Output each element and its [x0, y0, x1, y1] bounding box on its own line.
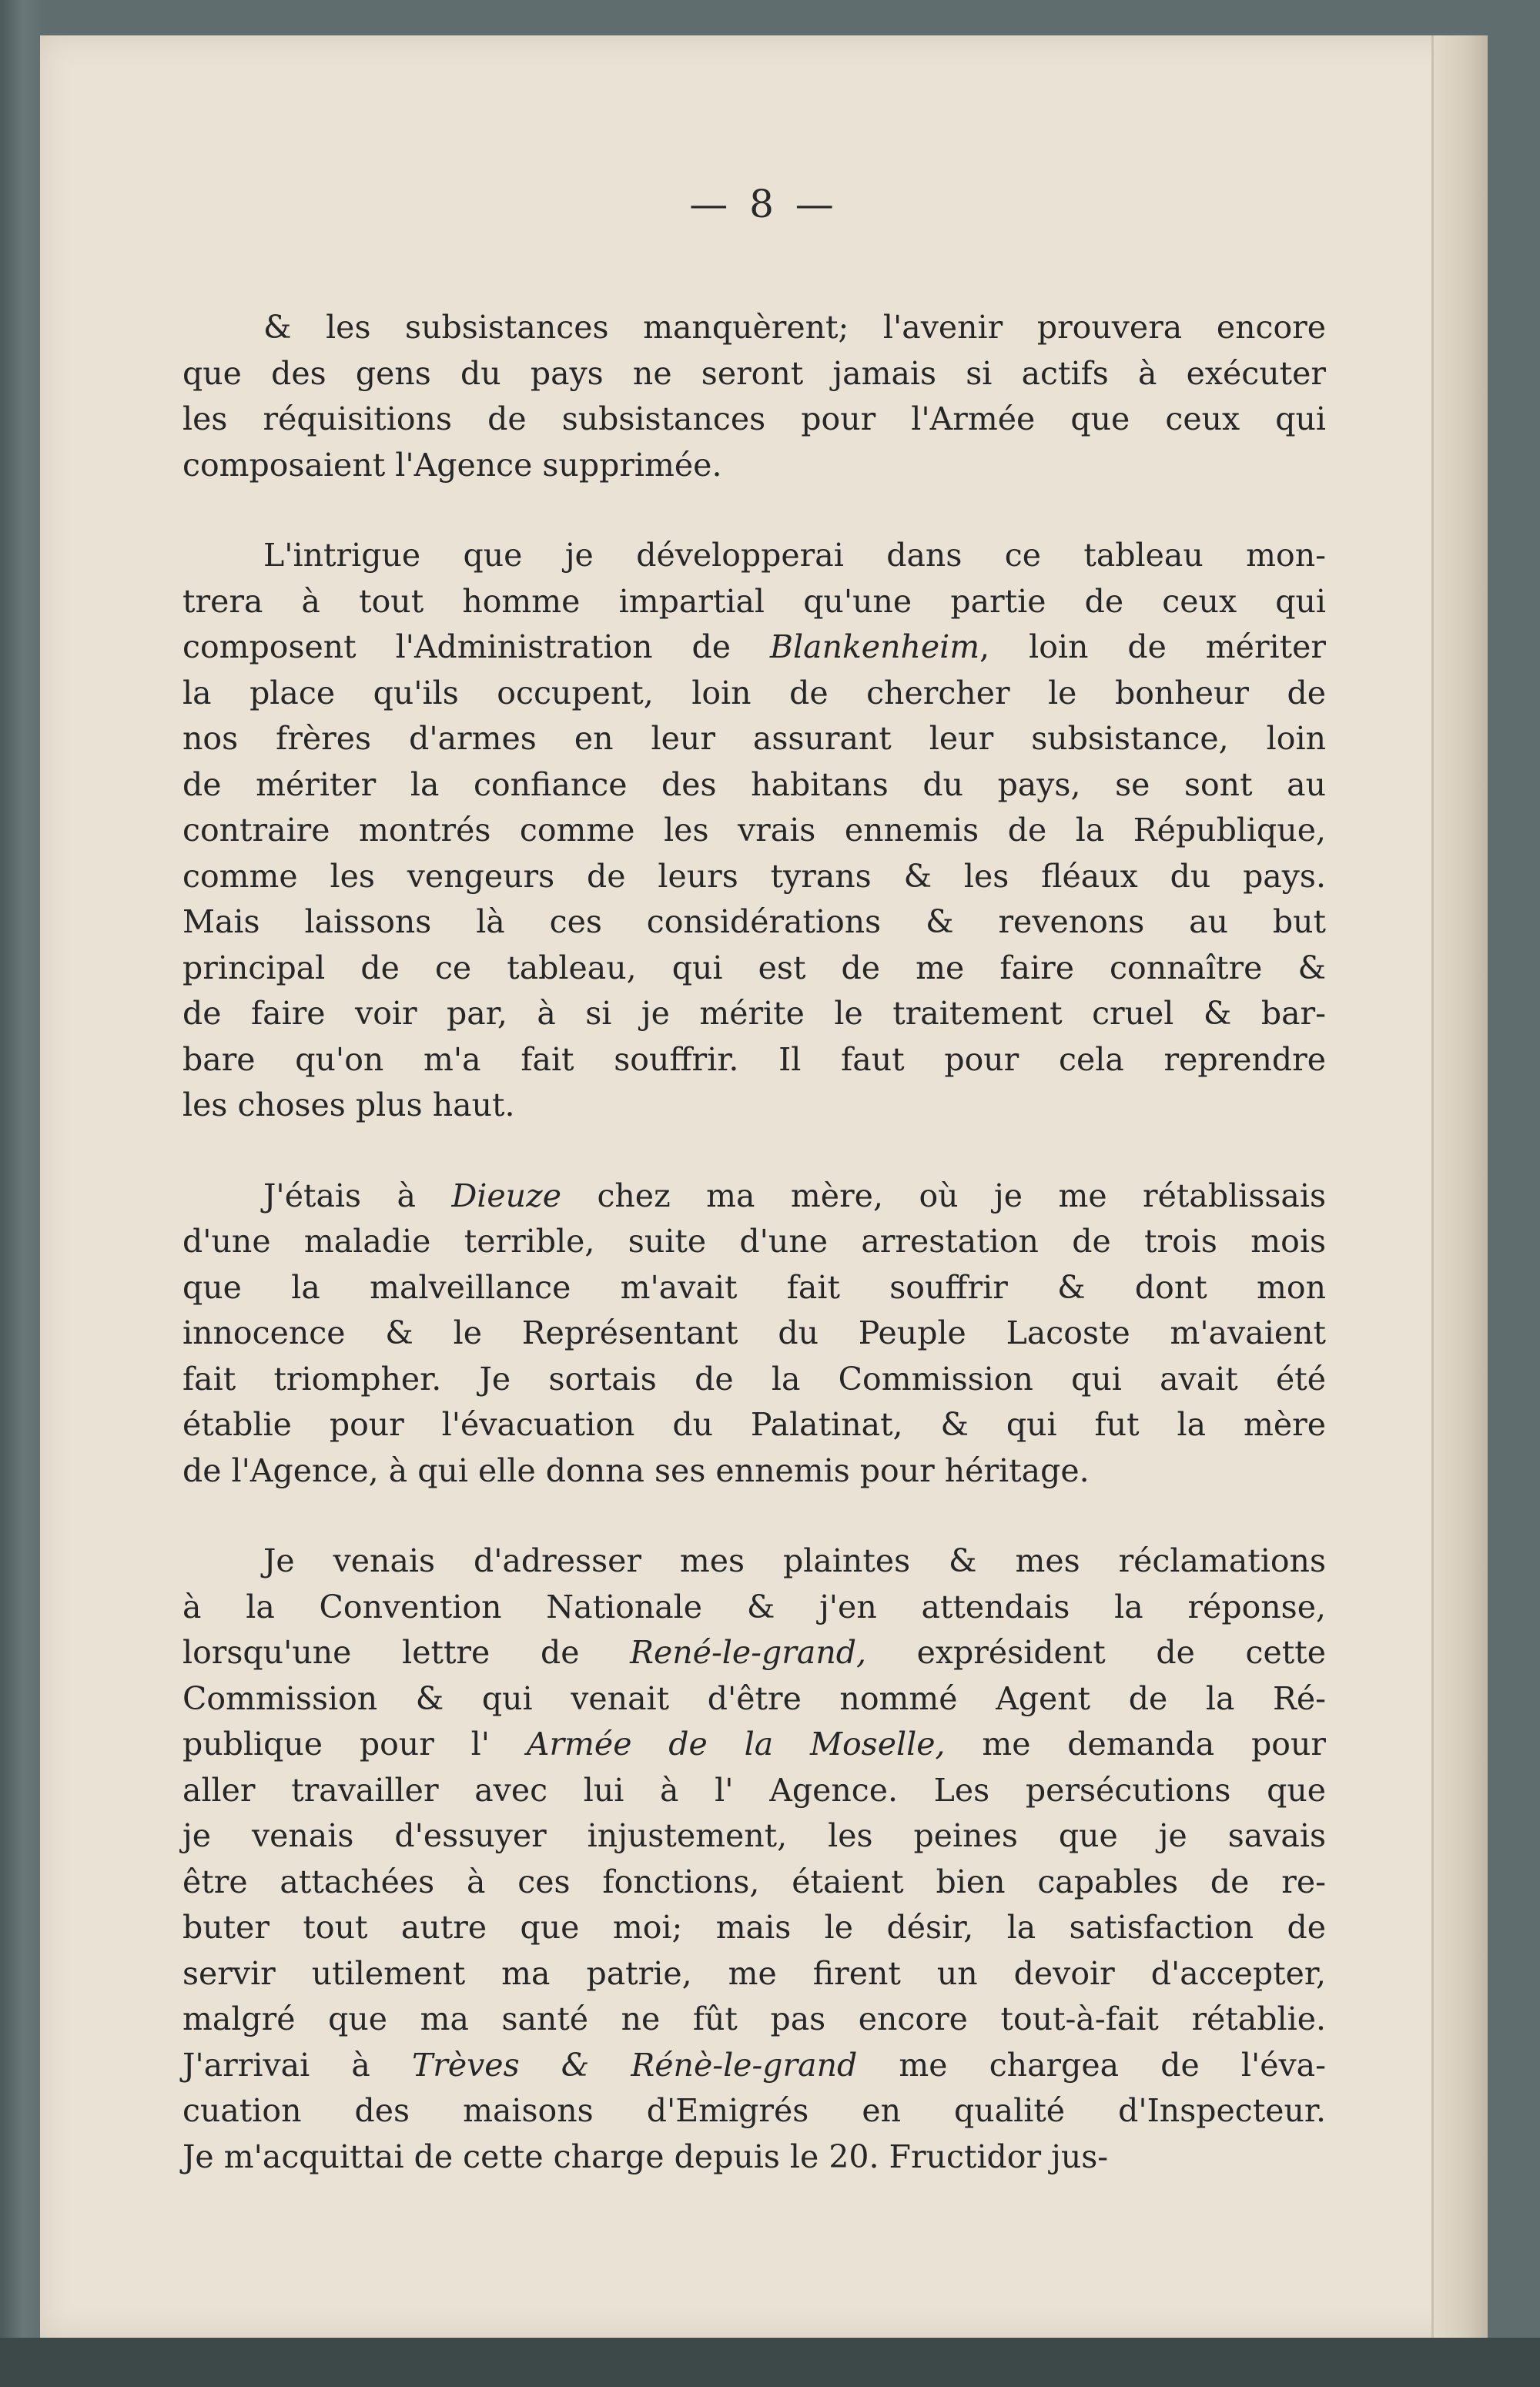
text-line — [182, 1722, 1326, 1768]
text-line — [182, 1357, 1326, 1403]
text-line — [182, 1676, 1326, 1722]
text-run: à la Convention Nationale & j'en attendais la réponse, — [182, 1588, 1326, 1625]
text-line — [182, 579, 1326, 625]
body-text — [182, 305, 1326, 2225]
text-run: je venais d'essuyer injustement, les peines que je savais — [182, 1817, 1326, 1854]
text-line — [182, 762, 1326, 808]
text-line — [182, 1265, 1326, 1311]
text-run: d'une maladie terrible, suite d'une arrestation de trois mois — [182, 1223, 1326, 1260]
text-run: , loin de mériter — [979, 628, 1326, 665]
text-run: & les subsistances manquèrent; l'avenir prouvera encore — [263, 309, 1326, 346]
text-run: J'étais à — [263, 1177, 452, 1214]
scanner-bottom-band — [0, 2338, 1540, 2387]
text-run: de mériter la confiance des habitans du pays, se sont au — [182, 765, 1326, 803]
book-page — [40, 35, 1488, 2338]
text-run: innocence & le Représentant du Peuple Lacoste m'avaient — [182, 1314, 1326, 1351]
text-line — [182, 351, 1326, 397]
text-run: aller travailler avec lui à l' Agence. Les persécutions que — [182, 1771, 1326, 1809]
text-line — [182, 899, 1326, 946]
text-line — [182, 854, 1326, 900]
text-line — [182, 2088, 1326, 2134]
text-line — [182, 1037, 1326, 1083]
text-run: contraire montrés comme les vrais ennemis de la République, — [182, 812, 1326, 849]
text-run: lorsqu'une lettre de — [182, 1634, 631, 1671]
text-run: chez ma mère, où je me rétablissais — [561, 1177, 1326, 1214]
text-run: J'arrivai à — [182, 2046, 412, 2084]
text-run: que des gens du pays ne seront jamais si actifs à exécuter — [182, 354, 1326, 392]
text-run: composaient l'Agence supprimée. — [182, 446, 722, 484]
text-run: que la malveillance m'avait fait souffrir & dont mon — [182, 1268, 1326, 1306]
italic-text: Trèves & Rénè-le-grand — [411, 2046, 858, 2084]
text-run: composent l'Administration de — [182, 628, 770, 665]
text-line — [182, 1813, 1326, 1860]
text-line — [182, 624, 1326, 671]
text-line — [182, 2043, 1326, 2089]
paragraph — [182, 1538, 1326, 2180]
text-line — [182, 716, 1326, 762]
text-run: les choses plus haut. — [182, 1086, 515, 1123]
text-run: fait triompher. Je sortais de la Commission qui avait été — [182, 1360, 1326, 1398]
text-line — [182, 2134, 1326, 2181]
text-line — [182, 1768, 1326, 1814]
text-run: trera à tout homme impartial qu'une partie de ceux qui — [182, 582, 1326, 620]
text-line — [182, 1860, 1326, 1906]
text-run: de faire voir par, à si je mérite le traitement cruel & bar- — [182, 995, 1326, 1032]
next-page-edge — [1431, 35, 1488, 2338]
text-line — [182, 946, 1326, 992]
text-run: me chargea de l'éva- — [857, 2046, 1326, 2084]
text-line — [182, 397, 1326, 443]
text-line — [182, 1905, 1326, 1951]
italic-text: René-le-grand, — [630, 1634, 866, 1671]
paragraph — [182, 533, 1326, 1129]
italic-text: Dieuze — [451, 1177, 561, 1214]
text-line — [182, 1173, 1326, 1220]
text-run: publique pour l' — [182, 1726, 527, 1763]
text-line — [182, 305, 1326, 351]
page-number: — 8 — — [689, 182, 839, 226]
paragraph — [182, 1173, 1326, 1495]
text-line — [182, 1951, 1326, 1997]
paragraph — [182, 305, 1326, 488]
text-line — [182, 1538, 1326, 1585]
text-run: servir utilement ma patrie, me firent un devoir d'accepter, — [182, 1954, 1326, 1992]
text-line — [182, 1311, 1326, 1357]
italic-text: Armée de la Moselle, — [526, 1726, 946, 1763]
text-line — [182, 1997, 1326, 2043]
text-line — [182, 533, 1326, 579]
text-run: L'intrigue que je développerai dans ce tableau mon- — [263, 537, 1326, 574]
text-run: Je m'acquittai de cette charge depuis le 20. Fructidor jus- — [182, 2138, 1109, 2175]
text-run: de l'Agence, à qui elle donna ses ennemis pour héritage. — [182, 1451, 1090, 1489]
italic-text: Blankenheim — [769, 628, 980, 665]
text-run: me demanda pour — [945, 1726, 1326, 1763]
text-line — [182, 1083, 1326, 1129]
text-run: nos frères d'armes en leur assurant leur subsistance, loin — [182, 720, 1326, 757]
text-run: principal de ce tableau, qui est de me faire connaître & — [182, 949, 1326, 986]
text-run: Mais laissons là ces considérations & revenons au but — [182, 903, 1326, 940]
text-run: malgré que ma santé ne fût pas encore tout-à-fait rétablie. — [182, 2000, 1326, 2037]
text-line — [182, 443, 1326, 489]
text-line — [182, 1448, 1326, 1495]
text-run: comme les vengeurs de leurs tyrans & les fléaux du pays. — [182, 857, 1326, 895]
text-line — [182, 671, 1326, 717]
text-line — [182, 1630, 1326, 1676]
text-run: exprésident de cette — [866, 1634, 1326, 1671]
text-line — [182, 808, 1326, 854]
text-run: la place qu'ils occupent, loin de chercher le bonheur de — [182, 674, 1326, 711]
text-run: buter tout autre que moi; mais le désir, la satisfaction de — [182, 1909, 1326, 1946]
text-run: les réquisitions de subsistances pour l'Armée que ceux qui — [182, 400, 1326, 437]
text-run: Commission & qui venait d'être nommé Agent de la Ré- — [182, 1679, 1326, 1717]
text-run: être attachées à ces fonctions, étaient bien capables de re- — [182, 1863, 1326, 1900]
text-line — [182, 1402, 1326, 1448]
text-run: cuation des maisons d'Emigrés en qualité d'Inspecteur. — [182, 2092, 1326, 2129]
text-line — [182, 991, 1326, 1037]
text-run: bare qu'on m'a fait souffrir. Il faut pour cela reprendre — [182, 1040, 1326, 1078]
text-line — [182, 1219, 1326, 1265]
text-line — [182, 1585, 1326, 1631]
text-run: établie pour l'évacuation du Palatinat, & qui fut la mère — [182, 1406, 1326, 1443]
text-run: Je venais d'adresser mes plaintes & mes réclamations — [263, 1542, 1326, 1579]
